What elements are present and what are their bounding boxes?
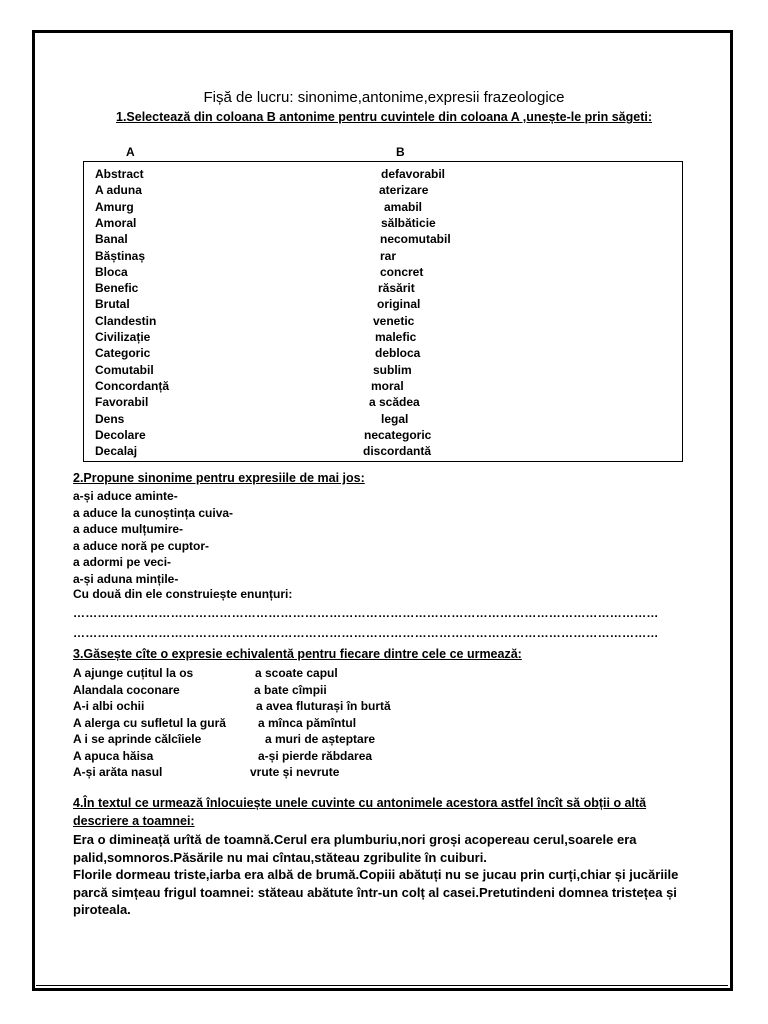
- expression-left: A apuca hăisa: [73, 748, 154, 763]
- column-b-item: necomutabil: [380, 232, 451, 247]
- column-b-item: rar: [380, 248, 397, 263]
- column-a-item: Băștinaș: [95, 248, 146, 263]
- column-b-item: răsărit: [378, 281, 415, 296]
- column-a-item: Bloca: [95, 264, 128, 279]
- column-a-item: Decalaj: [95, 444, 138, 459]
- column-b-item: venetic: [373, 313, 415, 328]
- exercise-1-heading: 1.Selectează din coloana B antonime pentru cuvintele din coloana A ,unește-le prin săgeti:: [116, 110, 652, 124]
- exercise-2-instruction: Cu două din ele construiește enunțuri:: [73, 587, 293, 601]
- column-b-item: moral: [371, 378, 404, 393]
- column-b-item: legal: [381, 411, 409, 426]
- expression-item: a aduce la cunoștința cuiva-: [73, 505, 234, 520]
- expression-item: a aduce mulțumire-: [73, 522, 184, 536]
- answer-line-2: ………………………………………………………………………………………………………………………………: [73, 626, 659, 640]
- column-a-item: Benefic: [95, 281, 139, 296]
- column-b-item: a scădea: [369, 395, 420, 410]
- expression-item: a aduce noră pe cuptor-: [73, 538, 210, 553]
- column-a-item: A aduna: [95, 183, 142, 198]
- column-a-label: A: [126, 145, 135, 159]
- expression-item: a-și aduna mințile-: [73, 571, 179, 586]
- expression-left: A i se aprinde călcîiele: [73, 732, 202, 746]
- expression-right: a muri de așteptare: [265, 732, 376, 746]
- exercise-2-heading: 2.Propune sinonime pentru expresiile de mai jos:: [73, 471, 365, 485]
- column-a-item: Comutabil: [95, 362, 154, 377]
- expression-right: a scoate capul: [255, 666, 338, 680]
- column-a-item: Clandestin: [95, 313, 157, 328]
- column-b-item: malefic: [375, 330, 417, 344]
- column-b-item: amabil: [384, 199, 423, 214]
- column-a-item: Banal: [95, 232, 128, 247]
- exercise-4-paragraph-2: Florile dormeau triste,iarba era albă de brumă.Copiii abătuți nu se jucau prin curți,chiar și jucăriile parcă simțeau frigul toamnei: stăteau abătute într-un colț al casei.Pretutindeni domnea tristețea și piroteala.: [73, 867, 679, 917]
- column-a-item: Categoric: [95, 346, 151, 361]
- expression-right: a avea fluturași în burtă: [256, 699, 391, 713]
- expression-item: a adormi pe veci-: [73, 555, 172, 569]
- expression-left: A ajunge cuțitul la os: [73, 666, 194, 680]
- expression-right: a mînca pămîntul: [258, 715, 357, 730]
- column-b-item: debloca: [375, 346, 421, 361]
- answer-line-1: ………………………………………………………………………………………………………………………………: [73, 606, 659, 620]
- column-b-item: sălbăticie: [381, 215, 436, 230]
- expression-left: A-i albi ochii: [73, 699, 145, 713]
- column-b-item: aterizare: [379, 183, 429, 198]
- column-b-item: necategoric: [364, 427, 432, 442]
- exercise-4-heading-line1: 4.În textul ce urmează înlocuiește unele cuvinte cu antonimele acestora astfel încît să obții o altă: [73, 796, 647, 810]
- worksheet-title: Fișă de lucru: sinonime,antonime,expresii frazeologice: [203, 89, 565, 106]
- exercise-4-heading-line2: descriere a toamnei:: [73, 814, 195, 828]
- column-a-item: Decolare: [95, 427, 146, 442]
- column-b-item: original: [377, 297, 421, 312]
- column-a-item: Brutal: [95, 297, 130, 312]
- column-a-item: Concordanță: [95, 378, 170, 393]
- exercise-3-heading: 3.Găsește cîte o expresie echivalentă pentru fiecare dintre cele ce urmează:: [73, 647, 522, 661]
- column-a-item: Favorabil: [95, 395, 149, 410]
- expression-right: vrute și nevrute: [250, 765, 340, 779]
- expression-left: A-și arăta nasul: [73, 765, 163, 779]
- column-a-item: Dens: [95, 411, 125, 426]
- column-a-item: Amoral: [95, 215, 137, 230]
- column-b-item: discordantă: [363, 444, 432, 459]
- column-b-item: concret: [380, 264, 424, 279]
- expression-item: a-și aduce aminte-: [73, 489, 178, 503]
- exercise-4-paragraph-1: Era o dimineață urîtă de toamnă.Cerul era plumburiu,nori groși acopereau cerul,soarele era palid,somnoros.Păsările nu mai cîntau,stăteau zgribulite în cuiburi.: [73, 832, 637, 865]
- expression-left: Alandala coconare: [73, 682, 180, 697]
- expression-right: a-și pierde răbdarea: [258, 748, 373, 763]
- expression-left: A alerga cu sufletul la gură: [73, 715, 226, 730]
- column-a-item: Amurg: [95, 199, 134, 214]
- column-a-item: Civilizație: [95, 330, 151, 344]
- column-a-item: Abstract: [95, 167, 144, 181]
- expression-right: a bate cîmpii: [254, 682, 327, 697]
- column-b-label: B: [396, 145, 405, 159]
- column-b-item: sublim: [373, 362, 412, 377]
- bottom-rule: [36, 985, 728, 986]
- column-b-item: defavorabil: [381, 167, 446, 181]
